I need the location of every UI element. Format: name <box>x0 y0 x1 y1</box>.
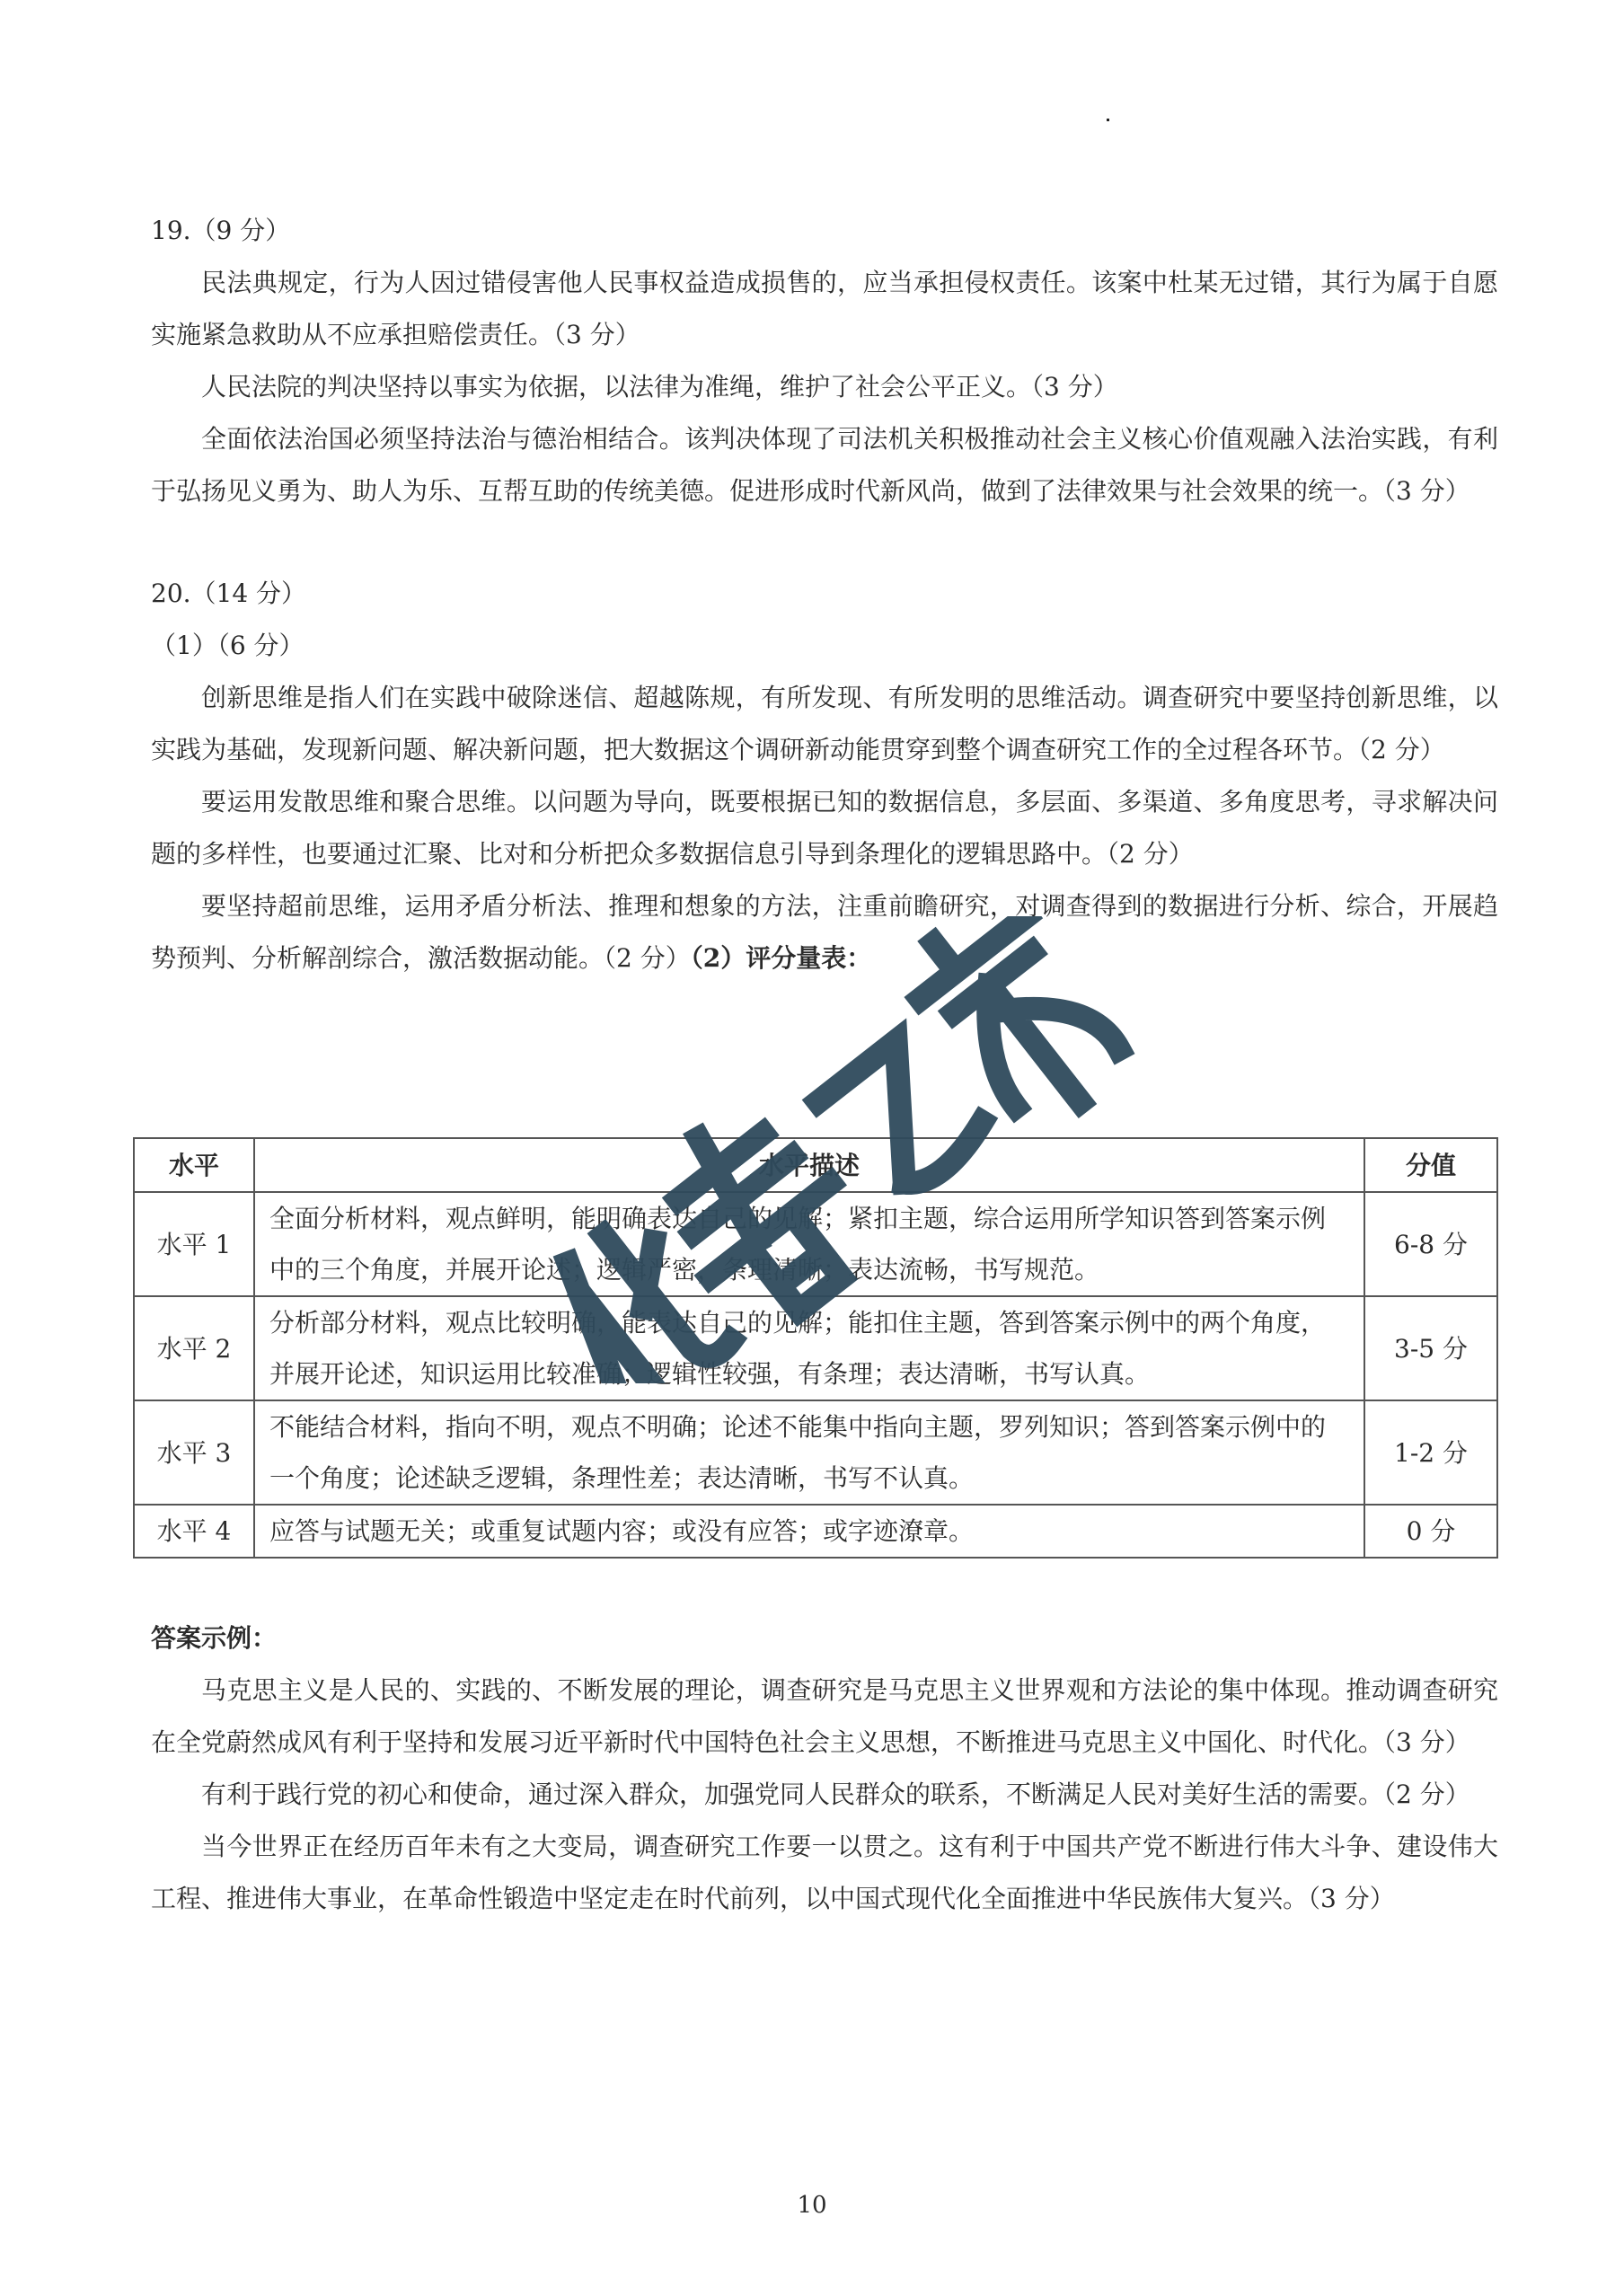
rubric-score: 0 分 <box>1364 1505 1497 1558</box>
rubric-level: 水平 1 <box>134 1192 254 1296</box>
rubric-row <box>134 1192 1497 1296</box>
q20-paragraph-2: 要运用发散思维和聚合思维。以问题为导向，既要根据已知的数据信息，多层面、多渠道、多角度思考，寻求解决问题的多样性，也要通过汇聚、比对和分析把众多数据信息引导到条理化的逻辑思路中。（2 分） <box>151 787 1498 869</box>
header-level: 水平 <box>134 1138 254 1192</box>
q19-paragraph-1: 民法典规定，行为人因过错侵害他人民事权益造成损售的，应当承担侵权责任。该案中杜某无过错，其行为属于自愿实施紧急救助从不应承担赔偿责任。（3 分） <box>151 268 1498 349</box>
answer-example-paragraph-2: 有利于践行党的初心和使命，通过深入群众，加强党同人民群众的联系，不断满足人民对美好生活的需要。（2 分） <box>201 1779 1470 1809</box>
q20-sub1-heading: （1）（6 分） <box>151 631 304 660</box>
rubric-score: 1-2 分 <box>1364 1400 1497 1505</box>
rubric-title: （2）评分量表： <box>690 943 872 973</box>
rubric-row <box>134 1505 1497 1558</box>
q20-heading: 20.（14 分） <box>151 578 307 608</box>
rubric-description: 不能结合材料，指向不明，观点不明确；论述不能集中指向主题，罗列知识；答到答案示例中的一个角度；论述缺乏逻辑，条理性差；表达清晰，书写不认真。 <box>254 1400 1364 1505</box>
rubric-description: 应答与试题无关；或重复试题内容；或没有应答；或字迹潦章。 <box>254 1505 1364 1558</box>
rubric-row <box>134 1400 1497 1505</box>
answer-example-paragraph-3: 当今世界正在经历百年未有之大变局，调查研究工作要一以贯之。这有利于中国共产党不断进行伟大斗争、建设伟大工程、推进伟大事业，在革命性锻造中坚定走在时代前列，以中国式现代化全面推进中华民族伟大复兴。（3 分） <box>151 1832 1498 1913</box>
rubric-header-row <box>134 1138 1497 1192</box>
scan-speck <box>1107 119 1109 121</box>
rubric-level: 水平 4 <box>134 1505 254 1558</box>
rubric-row <box>134 1296 1497 1400</box>
answer-content-upper <box>151 205 1498 985</box>
header-score: 分值 <box>1364 1138 1497 1192</box>
header-description: 水平描述 <box>254 1138 1364 1192</box>
rubric-description: 分析部分材料，观点比较明确，能表达自己的见解；能扣住主题，答到答案示例中的两个角度，并展开论述，知识运用比较准确；逻辑性较强，有条理；表达清晰，书写认真。 <box>254 1296 1364 1400</box>
q19-heading: 19.（9 分） <box>151 216 291 245</box>
rubric-table <box>133 1137 1498 1559</box>
q19-paragraph-2: 人民法院的判决坚持以事实为依据，以法律为准绳，维护了社会公平正义。（3 分） <box>201 372 1118 402</box>
page-number: 10 <box>797 2192 827 2219</box>
q20-paragraph-3 <box>151 880 1498 985</box>
rubric-score: 6-8 分 <box>1364 1192 1497 1296</box>
answer-example-title: 答案示例： <box>151 1623 278 1653</box>
answer-example-section <box>151 1612 1498 1925</box>
answer-example-paragraph-1: 马克思主义是人民的、实践的、不断发展的理论，调查研究是马克思主义世界观和方法论的集中体现。推动调查研究在全党蔚然成风有利于坚持和发展习近平新时代中国特色社会主义思想，不断推进马克思主义中国化、时代化。（3 分） <box>151 1675 1498 1757</box>
q20-paragraph-1: 创新思维是指人们在实践中破除迷信、超越陈规，有所发现、有所发明的思维活动。调查研究中要坚持创新思维，以实践为基础，发现新问题、解决新问题，把大数据这个调研新动能贯穿到整个调查研究工作的全过程各环节。（2 分） <box>151 683 1498 764</box>
q19-paragraph-3: 全面依法治国必须坚持法治与德治相结合。该判决体现了司法机关积极推动社会主义核心价值观融入法治实践，有利于弘扬见义勇为、助人为乐、互帮互助的传统美德。促进形成时代新风尚，做到了法律效果与社会效果的统一。（3 分） <box>151 424 1498 506</box>
rubric-level: 水平 2 <box>134 1296 254 1400</box>
q20-paragraph-3-text: 要坚持超前思维，运用矛盾分析法、推理和想象的方法，注重前瞻研究，对调查得到的数据进行分析、综合，开展趋势预判、分析解剖综合，激活数据动能。（2 分） <box>151 891 1498 973</box>
rubric-level: 水平 3 <box>134 1400 254 1505</box>
rubric-score: 3-5 分 <box>1364 1296 1497 1400</box>
rubric-description: 全面分析材料，观点鲜明，能明确表达自己的见解；紧扣主题，综合运用所学知识答到答案示例中的三个角度，并展开论述；逻辑严密，条理清晰；表达流畅，书写规范。 <box>254 1192 1364 1296</box>
